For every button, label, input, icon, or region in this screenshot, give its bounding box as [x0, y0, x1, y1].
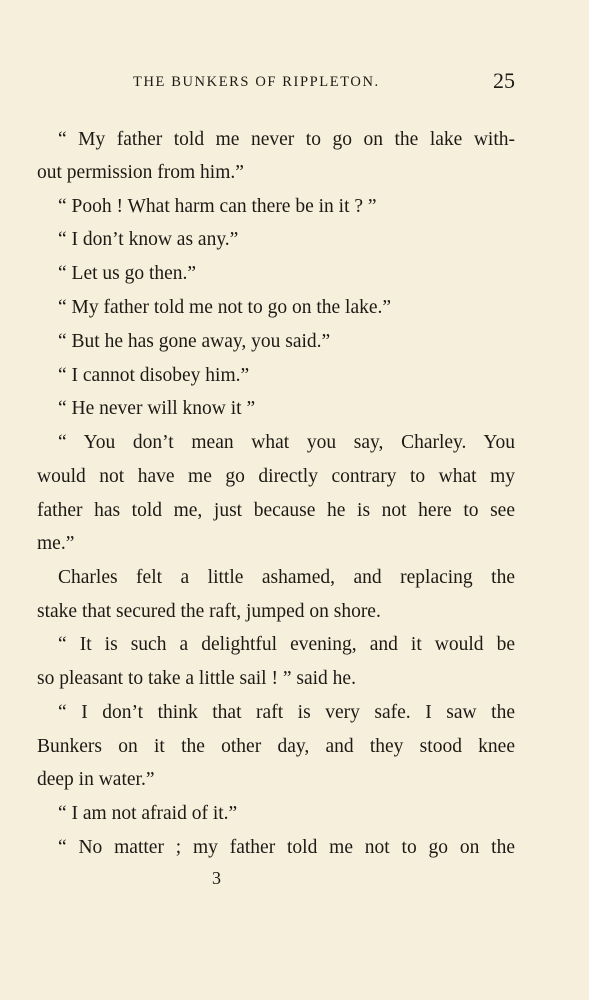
text-line: “ My father told me not to go on the lake.” — [58, 297, 392, 318]
text-line: out permission from him.” — [37, 162, 244, 183]
page-number: 25 — [493, 68, 515, 93]
text-line: “ But he has gone away, you said.” — [58, 331, 331, 352]
text-line: “ No matter ; my father told me not to go on the — [58, 837, 515, 858]
text-line: “ Pooh ! What harm can there be in it ? ” — [58, 196, 377, 217]
text-line: “ I don’t think that raft is very safe. I saw the — [58, 702, 515, 723]
running-title: THE BUNKERS OF RIPPLETON. — [133, 74, 380, 90]
running-head — [37, 70, 515, 96]
text-line: deep in water.” — [37, 769, 155, 790]
signature-mark: 3 — [212, 868, 221, 888]
text-line: Charles felt a little ashamed, and replacing the — [58, 567, 515, 588]
text-line: “ I don’t know as any.” — [58, 229, 239, 250]
text-line: “ I cannot disobey him.” — [58, 365, 250, 386]
text-line: “ You don’t mean what you say, Charley. You — [58, 432, 515, 453]
text-line: “ He never will know it ” — [58, 398, 256, 419]
text-line: “ Let us go then.” — [58, 263, 197, 284]
text-line: me.” — [37, 533, 75, 554]
text-line: “ My father told me never to go on the lake with- — [58, 129, 515, 150]
text-line: would not have me go directly contrary to what my — [37, 466, 515, 487]
text-line: “ I am not afraid of it.” — [58, 803, 238, 824]
text-line: father has told me, just because he is not here to see — [37, 500, 515, 521]
text-line: so pleasant to take a little sail ! ” said he. — [37, 668, 356, 689]
text-line: “ It is such a delightful evening, and it would be — [58, 634, 515, 655]
text-line: stake that secured the raft, jumped on shore. — [37, 601, 381, 622]
text-line: Bunkers on it the other day, and they stood knee — [37, 736, 515, 757]
